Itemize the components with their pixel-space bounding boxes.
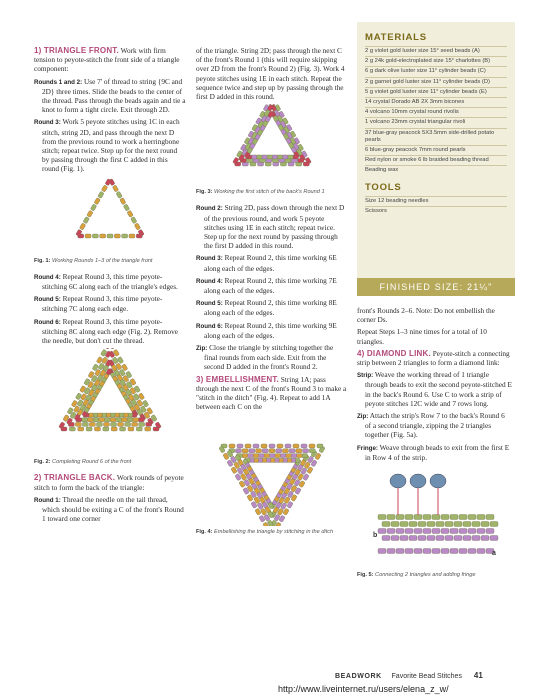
bead	[235, 474, 241, 481]
bead	[490, 522, 498, 527]
bead	[418, 522, 426, 527]
bead	[100, 234, 106, 238]
bead	[468, 515, 476, 520]
bead	[109, 348, 115, 349]
bead	[133, 418, 139, 422]
rounds-1-2	[34, 77, 186, 115]
bead	[247, 454, 253, 458]
back-round-5-text: Repeat Round 2, this time working 8E along each of the edges.	[204, 298, 337, 318]
bead	[405, 529, 413, 534]
bead	[136, 234, 142, 238]
zip-text: Attach the strip's Row 7 to the back's Round 6 of a second triangle, zipping the 2 triangles together (Fig. 5a).	[365, 411, 505, 440]
strip-label: Strip:	[357, 372, 374, 380]
embellishment-paragraph	[196, 375, 348, 412]
bead	[391, 536, 399, 541]
figure-1-caption	[34, 257, 186, 266]
tools-list	[365, 196, 507, 216]
bead	[463, 522, 471, 527]
bead	[132, 423, 138, 427]
back-round-4-text: Repeat Round 2, this time working 7E along each of the edges.	[204, 275, 337, 296]
bead	[101, 185, 107, 192]
figure-2-diagram	[45, 348, 175, 456]
bead	[134, 223, 140, 230]
back-round-5	[196, 298, 348, 317]
bead	[96, 423, 102, 427]
figure-5-label: Fig. 5:	[357, 572, 374, 579]
page-footer	[335, 671, 483, 680]
bead	[276, 449, 282, 453]
bead	[427, 522, 435, 527]
bead	[423, 529, 431, 534]
strip-text: Weave the working thread of 1 triangle through beads to exit the second peyote-stitched E in the back's Round 6. Use C to work a strip of peyote stitches 12C wide and 7 rows long.	[365, 370, 512, 408]
bead	[382, 536, 390, 541]
figure-5-caption-text: Connecting 2 triangles and adding fringe	[375, 572, 476, 579]
bead	[89, 423, 95, 427]
bead	[441, 549, 449, 554]
bead	[120, 427, 126, 431]
bead	[98, 191, 104, 198]
column-1	[34, 46, 186, 526]
back-round-3	[196, 253, 348, 272]
bead	[414, 529, 422, 534]
bead	[253, 444, 259, 448]
bead	[93, 418, 99, 422]
bead	[94, 197, 100, 204]
bead	[309, 444, 315, 448]
bead	[391, 522, 399, 527]
bead	[145, 427, 151, 431]
bead	[114, 234, 120, 238]
bead	[116, 418, 122, 422]
fringe-text: Weave through beads to exit from the first E in Row 4 of the strip.	[365, 442, 510, 462]
figure-2-caption	[34, 458, 186, 467]
material-item: 5 g violet gold luster size 11° cylinder beads (E)	[365, 87, 507, 97]
bead	[490, 536, 498, 541]
bead	[116, 191, 122, 198]
bead	[262, 449, 268, 453]
bead	[131, 216, 137, 223]
bead	[302, 454, 308, 458]
bead	[128, 427, 134, 431]
bead	[423, 515, 431, 520]
strip-step	[357, 370, 512, 408]
bead	[418, 536, 426, 541]
bead	[472, 522, 480, 527]
triangle-back-heading: 2) TRIANGLE BACK.	[34, 473, 116, 483]
back-round-3-text: Repeat Round 2, this time working 6E along each of the edges.	[204, 253, 337, 273]
bead	[400, 536, 408, 541]
material-item: 14 crystal Dorado AB 2X 3mm bicones	[365, 97, 507, 107]
round-6	[34, 317, 186, 346]
round-3-text: Work 5 peyote stitches using 1C in each stitch, string 2D, and pass through the next D from the previous round to work a herringbone stitch; repeat twice. Step up for the next round by passing through the first C added in this round (Fig. 1).	[42, 117, 180, 174]
bead	[94, 427, 100, 431]
bead	[432, 549, 440, 554]
bead	[477, 515, 485, 520]
bead	[441, 529, 449, 534]
source-url: http://www.liveinternet.ru/users/elena_z_w/	[278, 684, 449, 694]
triangle-front-text: Work with firm tension to peyote-stitch the front side of a triangle component:	[34, 46, 180, 74]
finished-size-bar: FINISHED SIZE: 21¼"	[357, 278, 515, 296]
bead	[459, 549, 467, 554]
bead	[269, 444, 275, 448]
back-round-2-text: String 2D, pass down through the next D of the previous round, and work 5 peyote stitches using 1E in each stitch; repeat twice. Step up for the next round by passing through the first D added in this round.	[204, 203, 345, 251]
figure-2-label: Fig. 2:	[34, 459, 51, 466]
triangle-front-heading: 1) TRIANGLE FRONT.	[34, 46, 119, 55]
bead	[387, 529, 395, 534]
bead	[96, 357, 102, 364]
bead	[242, 454, 248, 458]
back-round-3-label: Round 3:	[196, 255, 223, 263]
pearl	[430, 474, 446, 488]
bead	[269, 449, 275, 453]
figure-4-caption	[196, 528, 348, 537]
round-5-label: Round 5:	[34, 296, 61, 304]
figure-4-diagram	[210, 414, 334, 526]
bead	[309, 449, 315, 453]
round-4	[34, 272, 186, 291]
bead	[459, 515, 467, 520]
bead	[229, 444, 235, 448]
bead	[121, 418, 127, 422]
zip-step	[357, 411, 512, 440]
rounds-1-2-label: Rounds 1 and 2:	[34, 78, 83, 86]
bead	[427, 536, 435, 541]
pearl	[390, 474, 406, 488]
bead	[409, 522, 417, 527]
bead	[103, 427, 109, 431]
bead	[261, 444, 267, 448]
figure-3-caption-text: Working the first stitch of the back's Round 1	[214, 189, 325, 196]
bead	[139, 423, 145, 427]
back-zip	[196, 343, 348, 372]
bead	[481, 522, 489, 527]
fringe-label: Fringe:	[357, 444, 378, 452]
bead	[396, 529, 404, 534]
round-4-text: Repeat Round 3, this time peyote-stitching 6C along each of the triangle's edges.	[42, 271, 178, 292]
bead	[454, 536, 462, 541]
back-round-1-continued: of the triangle. String 2D; pass through the next C of the front's Round 1 (this will require skipping over 2D from the front's Round 2) (Fig. 3). Work 4 peyote stitches using 1E in each stitch. Repeat the sequence twice and step up by passing through the first D added in this round.	[196, 46, 345, 102]
bead	[153, 427, 159, 431]
bead	[123, 204, 129, 211]
page-number: 41	[473, 671, 483, 680]
bead	[129, 234, 135, 238]
tool-item: Scissors	[365, 206, 507, 216]
bead	[450, 515, 458, 520]
bead	[400, 522, 408, 527]
round-4-label: Round 4:	[34, 273, 61, 281]
bead	[242, 449, 248, 453]
bead	[256, 449, 262, 453]
bead	[249, 449, 255, 453]
bead	[477, 549, 485, 554]
column-2	[196, 46, 348, 544]
bead	[454, 522, 462, 527]
bead	[235, 449, 241, 453]
bead	[486, 529, 494, 534]
figure-1-diagram	[60, 177, 160, 255]
bead	[122, 234, 128, 238]
bead	[264, 454, 270, 458]
bead	[78, 427, 84, 431]
triangle-back-paragraph	[34, 473, 186, 491]
figure-1-caption-text: Working Rounds 1–3 of the triangle front	[52, 257, 153, 264]
issue-title: Favorite Bead Stitches	[391, 673, 462, 680]
rounds-1-2-text: Use 7' of thread to string {9C and 2D} three times. Slide the beads to the center of the thread. Pass through the beads again and tie a knot to form a tight circle. Exit through 2D.	[42, 76, 186, 115]
bead	[87, 210, 93, 217]
bead	[293, 444, 299, 448]
material-item: 2 g garnet gold luster size 11° cylinder beads (D)	[365, 77, 507, 87]
pearl	[410, 474, 426, 488]
triangle-back-text: Work rounds of peyote stitch to form the back of the triangle:	[34, 473, 184, 492]
bead	[118, 423, 124, 427]
back-round-1-label: Round 1:	[34, 496, 61, 504]
diamond-link-paragraph	[357, 349, 512, 367]
bead	[468, 529, 476, 534]
figure-5-diagram	[360, 465, 510, 569]
bead	[387, 549, 395, 554]
tool-item: Size 12 beading needles	[365, 196, 507, 206]
zip-label: Zip:	[357, 413, 369, 421]
round-5-text: Repeat Round 3, this time peyote-stitching 7C along each edge.	[42, 294, 163, 314]
material-item: 1 volcano 23mm crystal triangular rivoli	[365, 117, 507, 127]
bead	[285, 444, 291, 448]
bead	[86, 427, 92, 431]
bead	[237, 444, 243, 448]
material-item: 6 blue-gray peacock 7mm round pearls	[365, 145, 507, 155]
bead	[396, 549, 404, 554]
embellishment-heading: 3) EMBELLISHMENT.	[196, 374, 279, 384]
bead	[296, 454, 302, 458]
round-6-text: Repeat Round 3, this time peyote-stitching 8C along each edge (Fig. 2). Remove the needle, but don't cut the thread.	[42, 316, 178, 346]
bead	[472, 536, 480, 541]
diamond-link-heading: 4) DIAMOND LINK.	[357, 348, 431, 358]
bead	[441, 515, 449, 520]
round-5	[34, 294, 186, 313]
repeat-steps: Repeat Steps 1–3 nine times for a total of 10 triangles.	[357, 327, 487, 346]
bead	[245, 444, 251, 448]
bead	[112, 185, 118, 192]
back-zip-label: Zip:	[196, 345, 208, 353]
back-round-6	[196, 321, 348, 340]
bead	[280, 454, 286, 458]
bead	[289, 449, 295, 453]
fringe-step	[357, 443, 512, 462]
bead	[459, 529, 467, 534]
bead	[85, 234, 91, 238]
bead	[396, 515, 404, 520]
bead	[450, 529, 458, 534]
bead	[111, 427, 117, 431]
back-round-1-text: Thread the needle on the tail thread, which should be exiting a C of the front's Round 1 toward one corner	[42, 494, 184, 524]
bead	[111, 423, 117, 427]
materials-panel	[357, 22, 515, 296]
bead	[258, 454, 264, 458]
bead	[110, 418, 116, 422]
bead	[423, 549, 431, 554]
bead	[432, 529, 440, 534]
bead	[432, 515, 440, 520]
bead	[298, 159, 304, 163]
bead	[269, 454, 275, 458]
figure-3-caption	[196, 188, 348, 197]
figure-3-diagram	[212, 104, 332, 186]
bead	[486, 515, 494, 520]
back-round-2	[196, 203, 348, 250]
figure-4-label: Fig. 4:	[196, 529, 213, 536]
bead	[98, 418, 104, 422]
bead	[138, 418, 144, 422]
bead	[378, 515, 386, 520]
bead	[436, 536, 444, 541]
bead	[125, 423, 131, 427]
bead	[414, 549, 422, 554]
back-round-2-label: Round 2:	[196, 205, 223, 213]
column-3	[357, 306, 512, 586]
back-round-4	[196, 276, 348, 295]
bead	[87, 418, 93, 422]
bead	[136, 427, 142, 431]
bead	[414, 515, 422, 520]
bead	[277, 444, 283, 448]
bead	[463, 536, 471, 541]
bead	[303, 162, 309, 166]
material-item: 2 g 24k gold-electroplated size 15° charlottes (B)	[365, 56, 507, 66]
bead	[285, 454, 291, 458]
bead	[103, 423, 109, 427]
bead	[90, 204, 96, 211]
bead	[117, 357, 123, 364]
bead	[481, 536, 489, 541]
bead	[445, 536, 453, 541]
material-item: 37 blue-gray peacock 5X3.5mm side-drilled potato pearls	[365, 128, 507, 145]
bead	[303, 449, 309, 453]
material-item: 4 volcano 10mm crystal round rivolis	[365, 107, 507, 117]
bead	[120, 197, 126, 204]
bead	[378, 529, 386, 534]
figure-3-label: Fig. 3:	[196, 189, 213, 196]
bead	[436, 522, 444, 527]
bead	[296, 449, 302, 453]
bead	[382, 522, 390, 527]
bead	[303, 474, 309, 481]
bead	[104, 418, 110, 422]
bead	[445, 522, 453, 527]
figure-5-label-a: a	[491, 550, 496, 558]
back-round-5-label: Round 5:	[196, 300, 223, 308]
bead	[146, 423, 152, 427]
bead	[405, 549, 413, 554]
bead	[127, 210, 133, 217]
tools-heading: TOOLS	[365, 181, 402, 193]
bead	[107, 234, 113, 238]
back-round-1	[34, 495, 186, 524]
bead	[405, 515, 413, 520]
figure-5-caption	[357, 571, 512, 580]
back-round-6-text: Repeat Round 2, this time working 9E along each of the edges.	[204, 320, 337, 340]
round-6-label: Round 6:	[34, 318, 61, 326]
materials-heading: MATERIALS	[365, 32, 427, 43]
round-3-label: Round 3:	[34, 119, 61, 127]
bead	[317, 444, 323, 448]
bead	[75, 423, 81, 427]
bead	[450, 549, 458, 554]
material-item: 6 g dark olive luster size 11° cylinder beads (C)	[365, 66, 507, 76]
embellish-continued: front's Rounds 2–6. Note: Do not embellish the corner Ds.	[357, 306, 495, 325]
figure-1-label: Fig. 1:	[34, 257, 51, 264]
bead	[69, 427, 75, 431]
bead	[301, 444, 307, 448]
figure-2-caption-text: Completing Round 6 of the front	[52, 459, 132, 466]
embellishment-text: String 1A; pass through the next C of the front's Round 3 to make a "stitch in the ditch" (Fig. 4). Repeat to add 1A between each C on the	[196, 374, 347, 412]
magazine-name: BEADWORK	[335, 673, 382, 680]
bead	[79, 223, 85, 230]
bead	[378, 549, 386, 554]
back-round-6-label: Round 6:	[196, 322, 223, 330]
bead	[387, 515, 395, 520]
bead	[282, 449, 288, 453]
bead	[127, 418, 133, 422]
back-zip-text: Close the triangle by stitching together the final rounds from each side. Exit from the second D added in the front's Round 2.	[204, 343, 334, 372]
materials-list	[365, 46, 507, 176]
bead	[274, 454, 280, 458]
figure-5-label-b: b	[372, 532, 377, 540]
bead	[291, 454, 297, 458]
material-item: Beading wax	[365, 165, 507, 175]
bead	[409, 536, 417, 541]
bead	[82, 423, 88, 427]
bead	[477, 529, 485, 534]
triangle-front-paragraph	[34, 46, 186, 74]
back-round-4-label: Round 4:	[196, 277, 223, 285]
diamond-link-text: Peyote-stitch a connecting strip between 2 triangles to form a diamond link:	[357, 348, 510, 368]
bead	[81, 418, 87, 422]
bead	[253, 454, 259, 458]
figure-4-caption-text: Embellishing the triangle by stitching in the ditch	[214, 529, 334, 536]
bead	[105, 348, 111, 349]
material-item: Red nylon or smoke 6 lb braided beading thread	[365, 155, 507, 165]
round-3	[34, 117, 186, 173]
bead	[83, 216, 89, 223]
material-item: 2 g violet gold luster size 15° seed beads (A)	[365, 46, 507, 56]
bead	[468, 549, 476, 554]
bead	[92, 234, 98, 238]
